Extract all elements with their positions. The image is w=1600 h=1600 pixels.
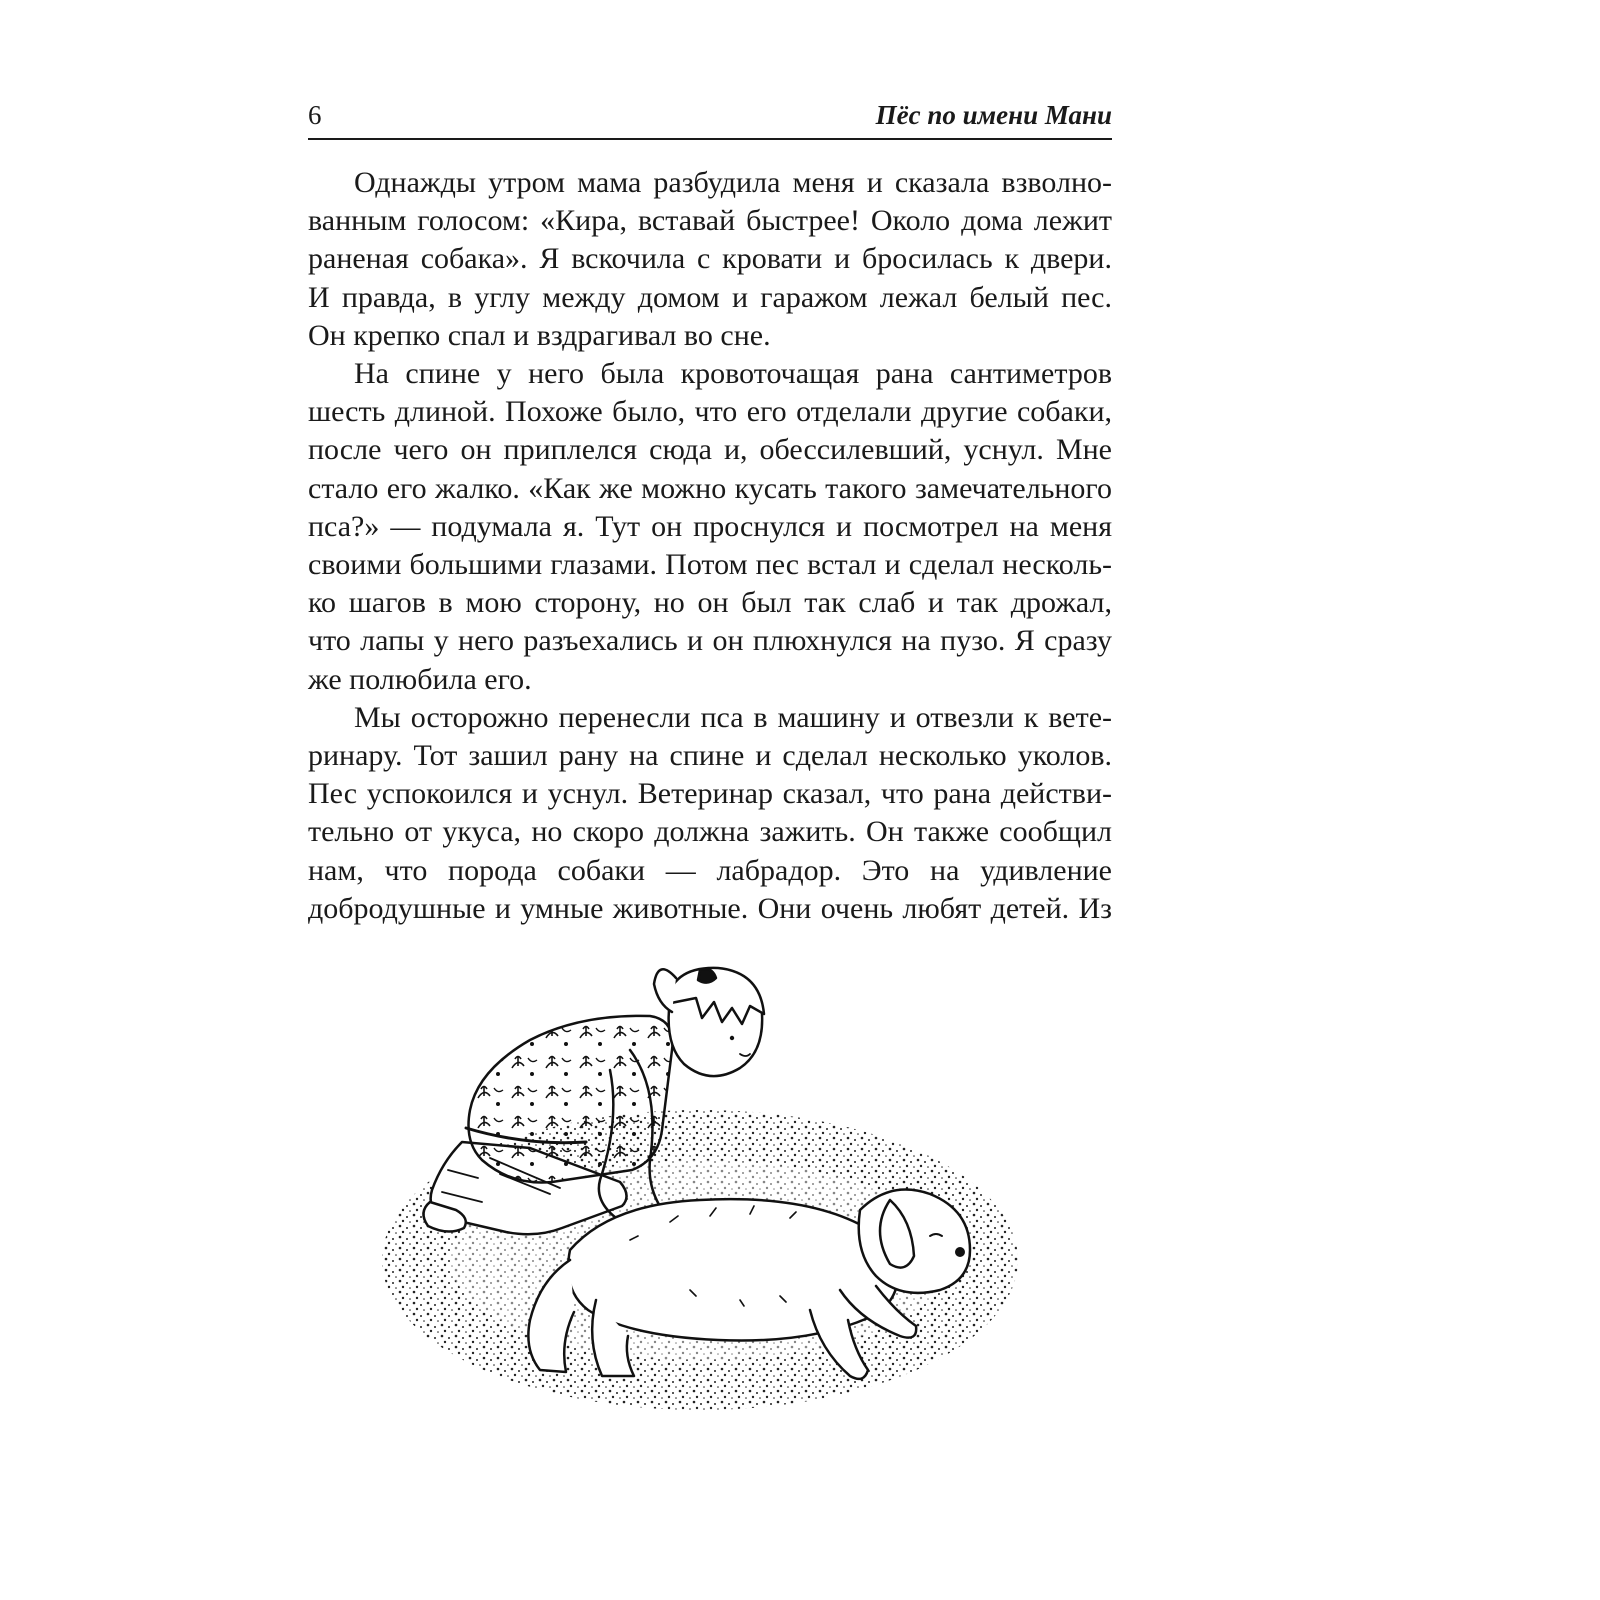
text-line: Мы осторожно перенесли пса в машину и отвезли к вете- bbox=[354, 700, 1112, 734]
text-line: ванным голосом: «Кира, вставай быстрее! Около дома лежит bbox=[308, 204, 1112, 238]
text-line: Однажды утром мама разбудила меня и сказала взволно- bbox=[354, 166, 1112, 199]
text-line: На спине у него была кровоточащая рана сантиметров bbox=[354, 357, 1112, 391]
text-line: после чего он приплелся сюда и, обессилевший, уснул. Мне bbox=[308, 433, 1112, 467]
illustration-girl-petting-dog bbox=[370, 960, 1030, 1440]
page-number: 6 bbox=[308, 100, 322, 130]
text-line: ко шагов в мою сторону, но он был так слаб и так дрожал, bbox=[308, 586, 1112, 620]
text-line: тельно от укуса, но скоро должна зажить. Он также сообщил bbox=[308, 815, 1112, 849]
text-line: своими большими глазами. Потом пес встал и сделал несколь- bbox=[308, 548, 1112, 582]
text-line: пса?» — подумала я. Тут он проснулся и посмотрел на меня bbox=[308, 509, 1112, 543]
text-line: что лапы у него разъехались и он плюхнулся на пузо. Я сразу bbox=[308, 624, 1112, 658]
page-header bbox=[308, 96, 1112, 140]
text-line: раненая собака». Я вскочила с кровати и бросилась к двери. bbox=[308, 242, 1112, 276]
text-line: добродушные и умные животные. Они очень любят детей. Из bbox=[308, 891, 1112, 925]
text-line: нам, что порода собаки — лабрадор. Это на удивление bbox=[308, 853, 1112, 887]
text-line: И правда, в углу между домом и гаражом лежал белый пес. bbox=[308, 280, 1112, 314]
text-line: стало его жалко. «Как же можно кусать такого замечательного bbox=[308, 471, 1112, 505]
running-title: Пёс по имени Мани bbox=[875, 100, 1112, 130]
text-line: шесть длиной. Похоже было, что его отделали другие собаки, bbox=[308, 395, 1112, 429]
text-line: ринару. Тот зашил рану на спине и сделал несколько уколов. bbox=[308, 739, 1112, 773]
text-line: Пес успокоился и уснул. Ветеринар сказал, что рана действи- bbox=[308, 777, 1112, 811]
text-line: Он крепко спал и вздрагивал во сне. bbox=[308, 318, 771, 352]
text-line: же полюбила его. bbox=[308, 662, 532, 696]
body-text bbox=[308, 164, 1112, 928]
